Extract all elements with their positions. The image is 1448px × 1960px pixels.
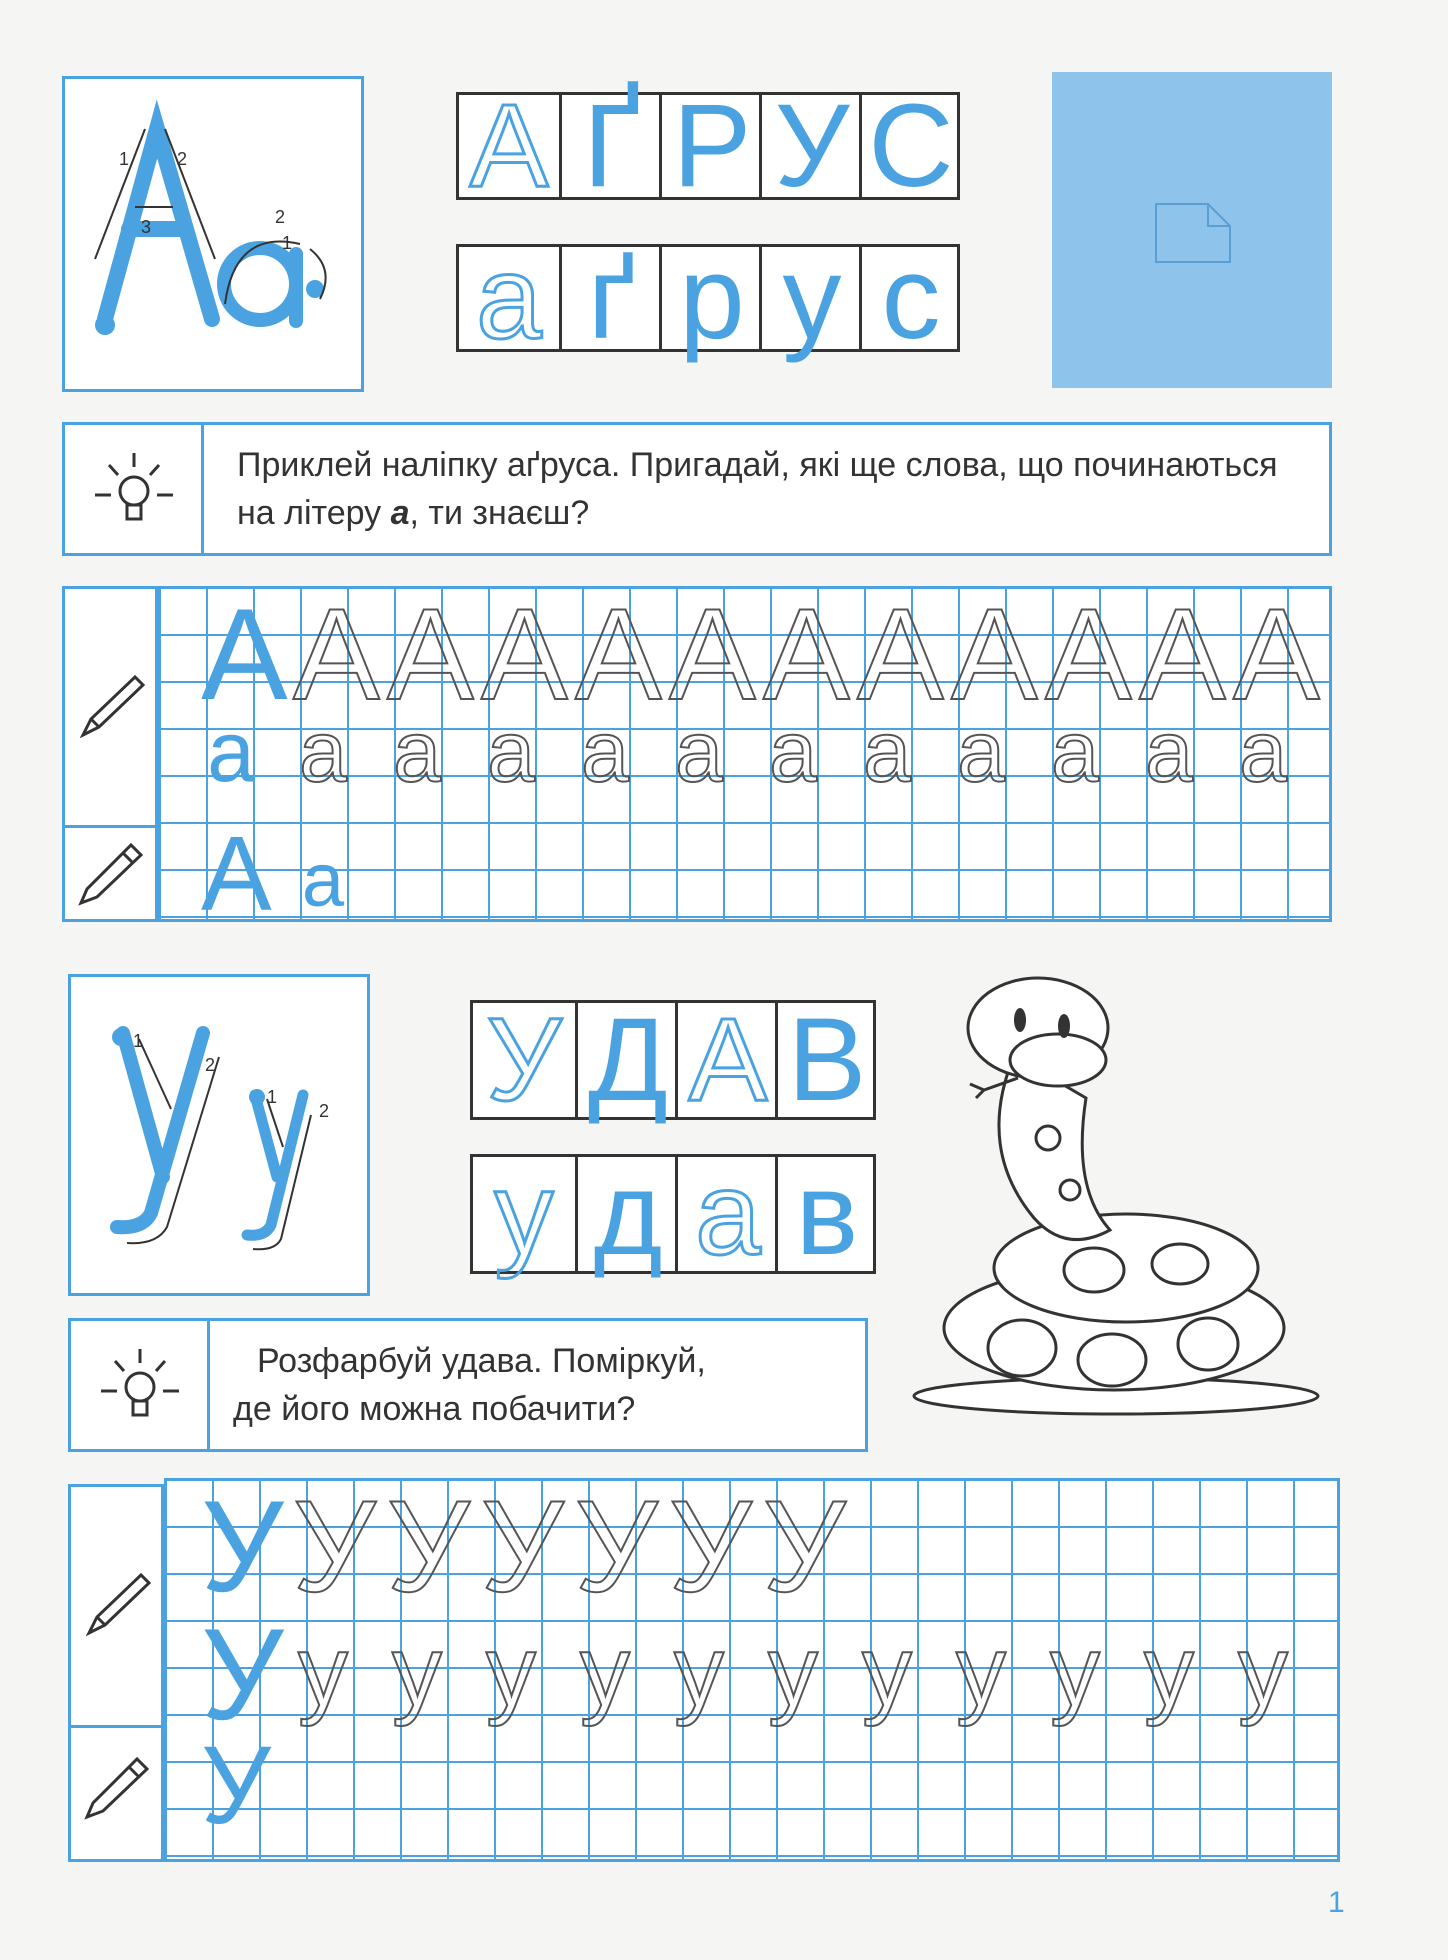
lightbulb-icon: [95, 1341, 185, 1431]
practice-letter: У: [201, 1601, 284, 1747]
practice-letter-tracing: У: [481, 1473, 564, 1619]
snake-illustration[interactable]: [896, 968, 1336, 1428]
word-upper-u-row: [470, 994, 876, 1126]
practice-letter-tracing: А: [387, 581, 474, 727]
word-letter: У: [759, 95, 862, 197]
practice-letter-tracing: а: [957, 704, 1005, 800]
practice-letter-tracing: А: [669, 581, 756, 727]
stroke-number: 1: [282, 233, 293, 253]
lightbulb-icon: [89, 445, 179, 535]
stroke-number: 2: [275, 207, 286, 227]
practice-letter-tracing: А: [763, 581, 850, 727]
practice-letter-tracing: а: [1051, 704, 1099, 800]
practice-letter: а: [301, 838, 345, 923]
pen-icon: [79, 1749, 155, 1825]
word-letter: Ґ: [559, 95, 662, 197]
sticker-placeholder[interactable]: [1052, 72, 1332, 388]
practice-letter-tracing: а: [393, 704, 441, 800]
practice-letter-tracing: а: [675, 704, 723, 800]
practice-letter-tracing: а: [299, 704, 347, 800]
practice-letter-tracing: А: [1139, 581, 1226, 727]
practice-letter-tracing: А: [575, 581, 662, 727]
practice-letter-tracing: а: [769, 704, 817, 800]
instruction-a-box: [62, 422, 1332, 556]
word-letter: В: [775, 1003, 876, 1117]
practice-letter-tracing: а: [1239, 704, 1287, 800]
letter-u-stroke-demo: [71, 977, 367, 1293]
practice-letter-tracing: у: [1144, 1615, 1194, 1727]
word-letter-tracing: у: [494, 1148, 554, 1280]
pencil-icon: [79, 1567, 155, 1643]
practice-letter-tracing: А: [481, 581, 568, 727]
word-upper-a-row: [456, 80, 960, 212]
stroke-number: 1: [119, 149, 130, 169]
word-lower-u-row: [470, 1148, 876, 1280]
stroke-number: 2: [319, 1101, 330, 1121]
stroke-number: 2: [177, 149, 188, 169]
word-letter: у: [759, 247, 862, 349]
word-lower-a-row: [456, 232, 960, 364]
sticker-icon: [1150, 200, 1236, 266]
practice-letter-tracing: У: [763, 1473, 846, 1619]
practice-u-grid[interactable]: [164, 1473, 1340, 1862]
practice-u-tools: [68, 1484, 164, 1862]
practice-letter-tracing: у: [298, 1615, 348, 1727]
word-letter-tracing: А: [469, 80, 549, 212]
practice-a-grid[interactable]: [158, 581, 1332, 933]
practice-a-tools: [62, 586, 158, 922]
word-letter: с: [859, 247, 960, 349]
practice-letter-tracing: А: [857, 581, 944, 727]
practice-letter-tracing: У: [387, 1473, 470, 1619]
stroke-number: 1: [267, 1087, 278, 1107]
practice-letter-tracing: а: [581, 704, 629, 800]
practice-letter-tracing: у: [1238, 1615, 1288, 1727]
practice-letter-tracing: у: [674, 1615, 724, 1727]
word-letter-tracing: А: [675, 1003, 778, 1117]
practice-letter-tracing: у: [956, 1615, 1006, 1727]
practice-letter-tracing: У: [293, 1473, 376, 1619]
word-letter-tracing: а: [476, 232, 542, 364]
instruction-u-box: [68, 1318, 868, 1452]
practice-letter-tracing: у: [862, 1615, 912, 1727]
stroke-number: 2: [205, 1055, 216, 1075]
instruction-a-text: Приклей наліпку аґруса. Пригадай, які ще слова, що починаються на літеру а, ти знаєш?: [237, 446, 1278, 532]
practice-letter-tracing: у: [392, 1615, 442, 1727]
word-letter: Р: [659, 95, 762, 197]
practice-letter-tracing: у: [580, 1615, 630, 1727]
page-number: 1: [1328, 1886, 1345, 1919]
word-letter: С: [859, 95, 960, 197]
practice-letter-tracing: У: [575, 1473, 658, 1619]
word-letter-tracing: У: [486, 994, 562, 1126]
practice-letter: А: [201, 581, 288, 727]
practice-letter-tracing: А: [1233, 581, 1320, 727]
practice-letter-tracing: у: [1050, 1615, 1100, 1727]
practice-letter-tracing: У: [669, 1473, 752, 1619]
practice-letter: У: [201, 1724, 271, 1847]
word-letter: в: [775, 1157, 876, 1271]
letter-a-stroke-demo: [65, 79, 361, 389]
practice-letter-tracing: у: [768, 1615, 818, 1727]
stroke-number: 1: [133, 1031, 144, 1051]
word-letter: Д: [575, 1003, 678, 1117]
practice-letter-tracing: а: [487, 704, 535, 800]
practice-letter-tracing: у: [486, 1615, 536, 1727]
practice-letter-tracing: А: [951, 581, 1038, 727]
stroke-number: 3: [141, 217, 152, 237]
practice-letter: а: [207, 704, 255, 800]
letter-a-demo-box: [62, 76, 364, 392]
pencil-icon: [73, 669, 149, 745]
practice-letter: А: [201, 815, 272, 933]
pen-icon: [73, 835, 149, 911]
practice-letter-tracing: а: [863, 704, 911, 800]
practice-letter: У: [201, 1473, 284, 1619]
letter-u-demo-box: [68, 974, 370, 1296]
practice-letter-tracing: А: [293, 581, 380, 727]
word-letter: р: [659, 247, 762, 349]
instruction-u-text: Розфарбуй удава. Поміркуй, де його можна побачити?: [233, 1342, 706, 1428]
word-letter-tracing: а: [675, 1157, 778, 1271]
word-letter: д: [575, 1157, 678, 1271]
practice-letter-tracing: А: [1045, 581, 1132, 727]
practice-letter-tracing: а: [1145, 704, 1193, 800]
word-letter: ґ: [559, 247, 662, 349]
